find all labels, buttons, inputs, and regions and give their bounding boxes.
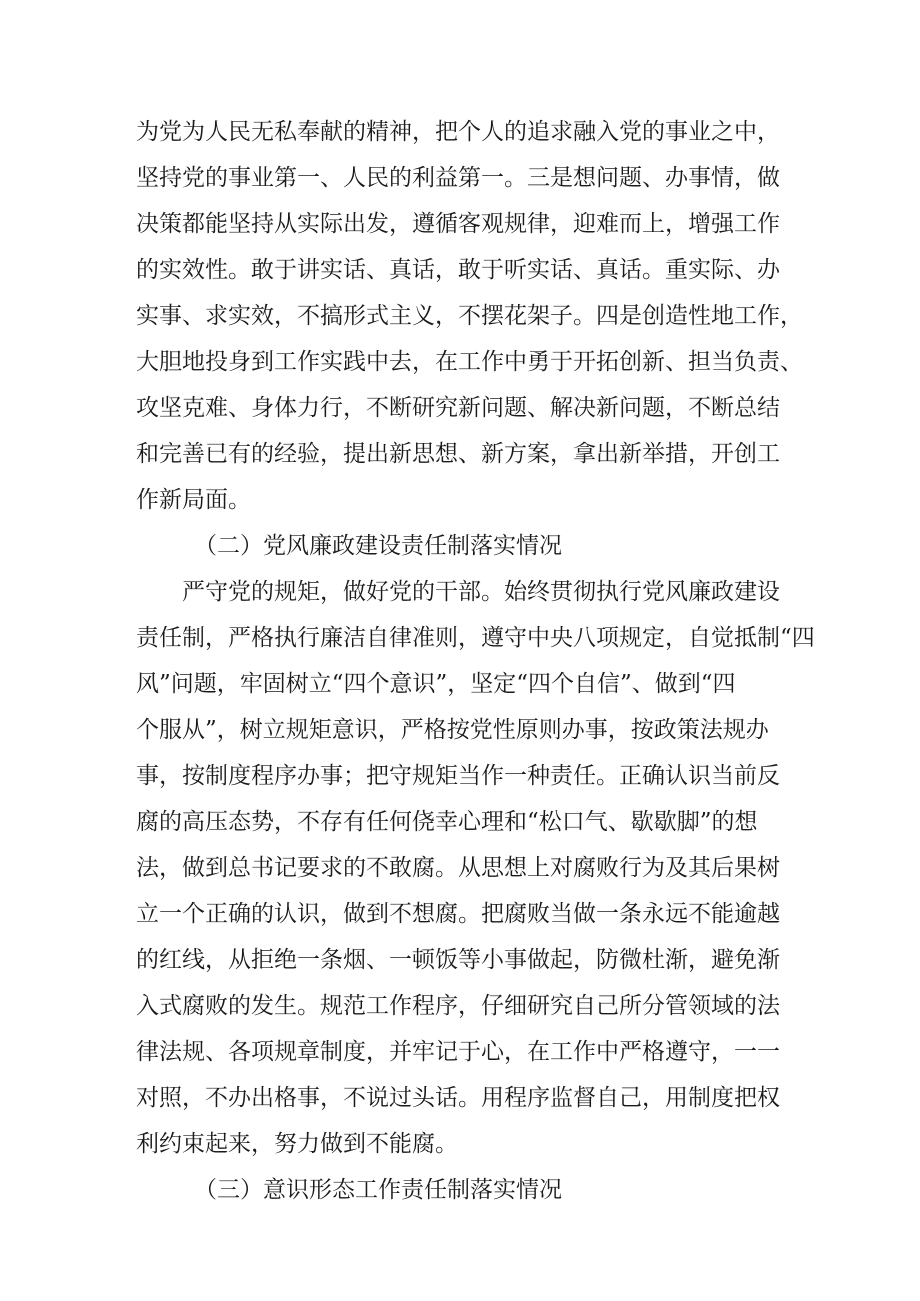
paragraph-line: 坚持党的事业第一、人民的利益第一。三是想问题、办事情，做 — [136, 165, 780, 191]
paragraph-line: 立一个正确的认识，做到不想腐。把腐败当做一条永远不能逾越 — [136, 901, 780, 927]
paragraph-line: 入式腐败的发生。规范工作程序，仔细研究自己所分管领域的法 — [136, 993, 780, 1019]
paragraph-line: 为党为人民无私奉献的精神，把个人的追求融入党的事业之中， — [136, 119, 780, 145]
paragraph-line: 严守党的规矩，做好党的干部。始终贯彻执行党风廉政建设 — [182, 579, 780, 605]
paragraph-line: 律法规、各项规章制度，并牢记于心，在工作中严格遵守，一一 — [136, 1039, 780, 1065]
paragraph-line: 法，做到总书记要求的不敢腐。从思想上对腐败行为及其后果树 — [136, 855, 780, 881]
paragraph-line: 个服从”，树立规矩意识，严格按党性原则办事，按政策法规办 — [136, 717, 769, 743]
paragraph-line: 责任制，严格执行廉洁自律准则，遵守中央八项规定，自觉抵制“四 — [136, 625, 815, 651]
paragraph-line: 利约束起来，努力做到不能腐。 — [136, 1131, 458, 1157]
paragraph-line: 作新局面。 — [136, 487, 251, 513]
paragraph-line: 决策都能坚持从实际出发，遵循客观规律，迎难而上，增强工作 — [136, 211, 780, 237]
paragraph-line: 的实效性。敢于讲实话、真话，敢于听实话、真话。重实际、办 — [136, 257, 780, 283]
paragraph-line: 事，按制度程序办事；把守规矩当作一种责任。正确认识当前反 — [136, 763, 780, 789]
paragraph-line: 攻坚克难、身体力行，不断研究新问题、解决新问题，不断总结 — [136, 395, 780, 421]
paragraph-line: 腐的高压态势，不存有任何侥幸心理和“松口气、歇歇脚”的想 — [136, 809, 758, 835]
paragraph-line: 大胆地投身到工作实践中去，在工作中勇于开拓创新、担当负责、 — [136, 349, 803, 375]
paragraph-line: 风”问题，牢固树立“四个意识”，坚定“四个自信”、做到“四 — [136, 671, 736, 697]
paragraph-line: 的红线，从拒绝一条烟、一顿饭等小事做起，防微杜渐，避免渐 — [136, 947, 780, 973]
section-heading: （二）党风廉政建设责任制落实情况 — [194, 533, 562, 559]
section-heading: （三）意识形态工作责任制落实情况 — [194, 1177, 562, 1203]
paragraph-line: 和完善已有的经验，提出新思想、新方案，拿出新举措，开创工 — [136, 441, 780, 467]
paragraph-line: 对照，不办出格事，不说过头话。用程序监督自己，用制度把权 — [136, 1085, 780, 1111]
paragraph-line: 实事、求实效，不搞形式主义，不摆花架子。四是创造性地工作， — [136, 303, 803, 329]
